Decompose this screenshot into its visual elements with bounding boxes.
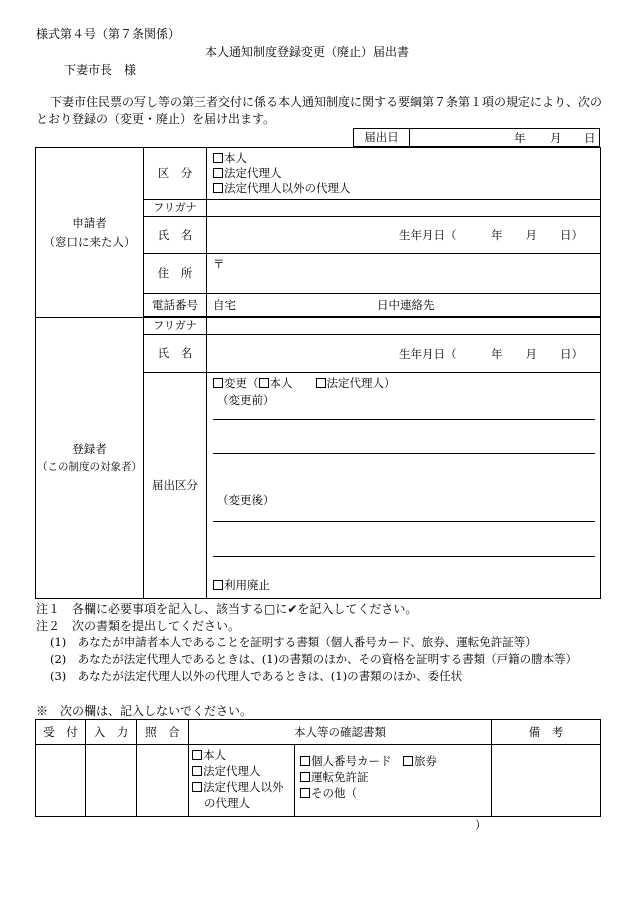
intro-line-1: 下妻市住民票の写し等の第三者交付に係る本人通知制度に関する要綱第７条第１項の規定により、次の	[50, 95, 603, 109]
category-options	[207, 148, 601, 200]
home-phone-label: 自宅	[213, 298, 236, 312]
header-verify: 照 合	[137, 720, 189, 745]
form-number: 様式第４号（第７条関係）	[36, 27, 181, 41]
checkbox-icon[interactable]	[213, 183, 223, 193]
applicant-type-cell	[189, 745, 295, 817]
addressee: 下妻市長 様	[64, 63, 137, 77]
remarks-cell[interactable]	[492, 745, 601, 817]
applicant-sublabel: （窓口に来た人）	[43, 234, 136, 249]
reception-cell[interactable]	[36, 745, 86, 817]
registrant-dob: 生年月日（ 年 月 日）	[399, 347, 583, 361]
checkbox-icon[interactable]	[213, 153, 223, 163]
input-cell[interactable]	[86, 745, 137, 817]
option-self-label: 本人	[224, 151, 247, 165]
applicant-phone-label: 電話番号	[144, 294, 207, 317]
registrant-label: 登録者	[72, 442, 107, 457]
filing-date-table	[353, 128, 600, 147]
filing-date-field[interactable]	[410, 129, 600, 147]
applicant-furigana-field[interactable]	[207, 200, 601, 217]
type-legal-label: 法定代理人	[203, 764, 261, 778]
change-self-label: 本人	[269, 376, 293, 390]
doc-other-close: ）	[475, 818, 487, 832]
postal-mark: 〒	[213, 257, 225, 271]
type-other-cont: の代理人	[204, 796, 250, 810]
checkbox-icon[interactable]	[300, 772, 310, 782]
applicant-name-field[interactable]	[207, 217, 601, 254]
header-reception: 受 付	[36, 720, 86, 745]
header-id-documents: 本人等の確認書類	[189, 720, 492, 745]
type-other-label: 法定代理人以外	[203, 780, 284, 794]
checkbox-icon[interactable]	[213, 378, 223, 388]
type-self[interactable]	[192, 747, 294, 763]
note-2: 注２ 次の書類を提出してください。	[36, 619, 241, 633]
registrant-sublabel: （この制度の対象者）	[37, 460, 142, 473]
note-item-3: (3) あなたが法定代理人以外の代理人であるときは、(1)の書類のほか、委任状	[50, 669, 463, 683]
applicant-dob: 生年月日（ 年 月 日）	[399, 228, 583, 242]
applicant-label: 申請者	[72, 216, 107, 231]
document-type-cell	[295, 745, 492, 832]
filing-type-label: 届出区分	[144, 373, 207, 599]
registrant-furigana-field[interactable]	[207, 318, 601, 335]
checkbox-icon[interactable]	[192, 766, 202, 776]
filing-type-field[interactable]	[207, 373, 601, 599]
day-label: 日	[584, 131, 596, 145]
intro-line-2: とおり登録の（変更・廃止）を届け出ます。	[36, 112, 276, 126]
registrant-name-field[interactable]	[207, 335, 601, 373]
doc-license[interactable]	[300, 769, 491, 785]
doc-passport-label: 旅券	[414, 754, 437, 768]
doc-mynumber[interactable]	[300, 753, 491, 769]
office-caption: ※ 次の欄は、記入しないでください。	[36, 704, 253, 718]
checkbox-icon[interactable]	[192, 782, 202, 792]
before-line-1	[213, 419, 595, 420]
checkbox-icon[interactable]	[300, 788, 310, 798]
note-1: 注１ 各欄に必要事項を記入し、該当する□に✔を記入してください。	[36, 602, 418, 616]
doc-other-label: その他（	[311, 786, 357, 800]
checkbox-icon[interactable]	[213, 580, 223, 590]
type-self-label: 本人	[203, 748, 226, 762]
doc-license-label: 運転免許証	[311, 770, 369, 784]
change-legal-label: 法定代理人）	[326, 376, 396, 390]
registrant-section-label	[36, 318, 144, 599]
header-remarks: 備 考	[492, 720, 601, 745]
change-option[interactable]	[213, 378, 396, 390]
option-other-rep-label: 法定代理人以外の代理人	[224, 181, 351, 195]
filing-date-label: 届出日	[354, 129, 410, 147]
office-use-table	[35, 719, 601, 832]
registrant-name-label: 氏 名	[144, 335, 207, 373]
note-item-2: (2) あなたが法定代理人であるときは、(1)の書類のほか、その資格を証明する書類（戸籍の謄本等）	[50, 652, 578, 666]
checkbox-icon[interactable]	[192, 750, 202, 760]
checkbox-icon[interactable]	[259, 378, 269, 388]
before-line-2	[213, 453, 595, 454]
category-label: 区 分	[144, 148, 207, 200]
option-other-rep[interactable]	[213, 181, 600, 196]
abolish-label: 利用廃止	[224, 578, 270, 592]
note-item-1: (1) あなたが申請者本人であることを証明する書類（個人番号カード、旅券、運転免許証等）	[50, 635, 537, 649]
form-title: 本人通知制度登録変更（廃止）届出書	[205, 45, 410, 59]
option-self[interactable]	[213, 151, 600, 166]
before-change-label: （変更前）	[217, 393, 275, 407]
checkbox-icon[interactable]	[300, 756, 310, 766]
applicant-name-label: 氏 名	[144, 217, 207, 254]
doc-mynumber-label: 個人番号カード	[311, 754, 392, 768]
applicant-address-label: 住 所	[144, 254, 207, 294]
checkbox-icon[interactable]	[403, 756, 413, 766]
year-label: 年	[514, 131, 526, 145]
applicant-address-field[interactable]	[207, 254, 601, 294]
applicant-phone-field[interactable]	[207, 294, 601, 317]
verify-cell[interactable]	[137, 745, 189, 817]
checkbox-icon[interactable]	[316, 378, 326, 388]
main-form-table	[35, 147, 601, 599]
after-line-2	[213, 556, 595, 557]
option-legal-rep-label: 法定代理人	[224, 166, 282, 180]
applicant-furigana-label: フリガナ	[144, 200, 207, 217]
change-label: 変更（	[224, 376, 259, 390]
registrant-furigana-label: フリガナ	[144, 318, 207, 335]
after-change-label: （変更後）	[217, 493, 275, 507]
month-label: 月	[550, 131, 562, 145]
checkbox-icon[interactable]	[213, 168, 223, 178]
abolish-option[interactable]	[213, 580, 270, 592]
doc-other[interactable]	[300, 785, 491, 801]
header-input: 入 力	[86, 720, 137, 745]
applicant-section-label	[36, 148, 144, 318]
type-other[interactable]	[192, 779, 294, 795]
after-line-1	[213, 521, 595, 522]
option-legal-rep[interactable]	[213, 166, 600, 181]
daytime-phone-label: 日中連絡先	[377, 298, 435, 312]
type-legal[interactable]	[192, 763, 294, 779]
